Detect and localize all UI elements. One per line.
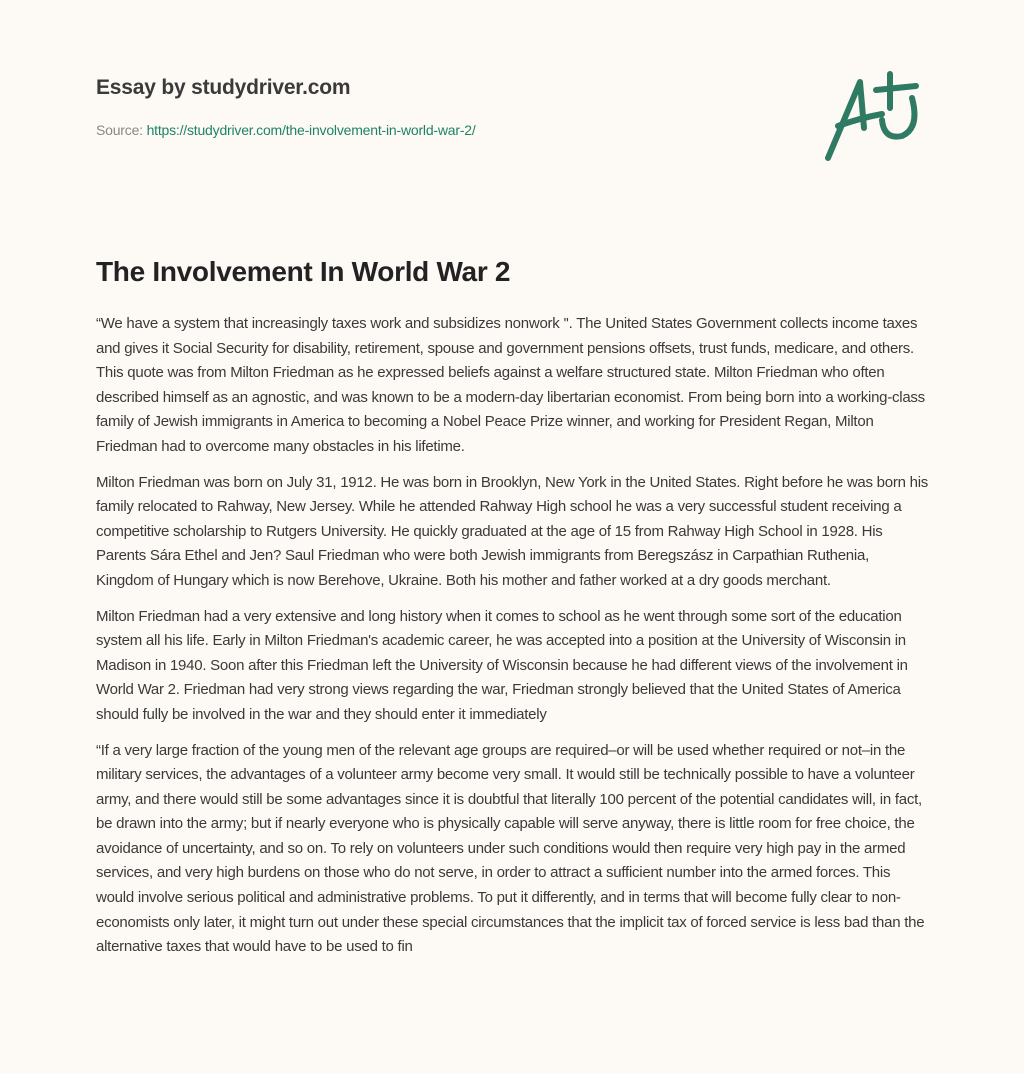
essay-paragraph: “If a very large fraction of the young men of the relevant age groups are required–or will be used whether required or not–in the military services, the advantages of a volunteer army become very small. It would still be technically possible to have a volunteer army, and there would still be some advantages since it is doubtful that literally 100 percent of the potential candidates will, in fact, be drawn into the army; but if nearly everyone who is physically capable will serve anyway, there is little room for free choice, the avoidance of uncertainty, and so on. To rely on volunteers under such conditions would then require very high pay in the armed services, and very high burdens on those who do not serve, in order to attract a sufficient number into the armed forces. This would involve serious political and administrative problems. To put it differently, and in terms that will become fully clear to non-economists only later, it might turn out under these special circumstances that the implicit tax of forced service is less bad than the alternative taxes that would have to be used to fin bbox=[96, 741, 925, 956]
a-plus-logo-icon bbox=[820, 68, 930, 164]
source-link[interactable]: https://studydriver.com/the-involvement-in-world-war-2/ bbox=[146, 122, 476, 138]
essay-paragraph: Milton Friedman had a very extensive and long history when it comes to school as he went through some sort of the education system all his life. Early in Milton Friedman's academic career, he was accepted into a position at the University of Wisconsin in Madison in 1940. Soon after this Friedman left the University of Wisconsin because he had different views of the involvement in World War 2. Friedman had very strong views regarding the war, Friedman strongly believed that the United States of America should fully be involved in the war and they should enter it immediately bbox=[96, 607, 908, 723]
essay-title: The Involvement In World War 2 bbox=[96, 256, 511, 287]
source-line bbox=[96, 122, 476, 138]
source-label: Source: bbox=[96, 122, 143, 138]
essay-paragraph: “We have a system that increasingly taxes work and subsidizes nonwork ''. The United States Government collects income taxes and gives it Social Security for disability, retirement, spouse and government pensions offsets, trust funds, medicare, and others. This quote was from Milton Friedman as he expressed beliefs against a welfare structured state. Milton Friedman who often described himself as an agnostic, and was known to be a modern-day libertarian economist. From being born into a working-class family of Jewish immigrants in America to becoming a Nobel Peace Prize winner, and working for President Regan, Milton Friedman had to overcome many obstacles in his lifetime. bbox=[96, 315, 925, 455]
essay bbox=[96, 256, 930, 971]
header bbox=[96, 76, 476, 138]
essay-paragraph: Milton Friedman was born on July 31, 1912. He was born in Brooklyn, New York in the United States. Right before he was born his family relocated to Rahway, New Jersey. While he attended Rahway High school he was a very successful student receiving a competitive scholarship to Rutgers University. He quickly graduated at the age of 15 from Rahway High School in 1928. His Parents Sára Ethel and Jen? Saul Friedman who were both Jewish immigrants from Beregszász in Carpathian Ruthenia, Kingdom of Hungary which is now Berehove, Ukraine. Both his mother and father worked at a dry goods merchant. bbox=[96, 473, 929, 589]
site-title: Essay by studydriver.com bbox=[96, 76, 351, 99]
